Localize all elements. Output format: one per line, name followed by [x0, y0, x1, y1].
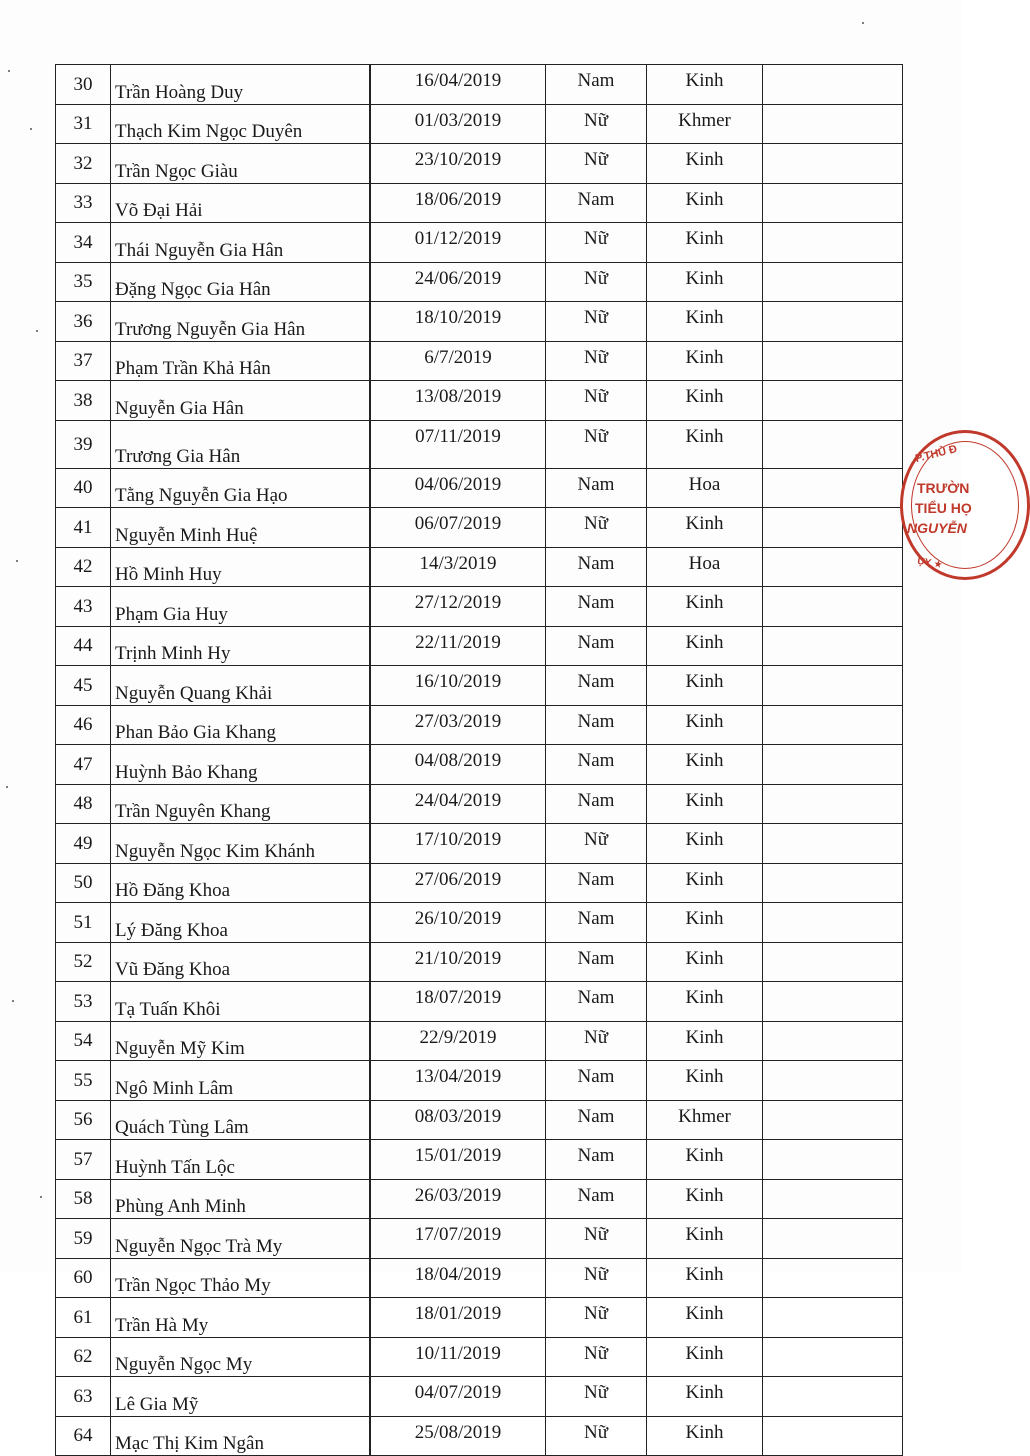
table-row: [56, 1298, 903, 1338]
row-number-cell: 33: [56, 183, 111, 223]
ethnicity-cell: Kinh: [647, 183, 763, 223]
table-row: [56, 381, 903, 421]
stamp-line-2: TIỂU HỌ: [915, 500, 972, 516]
date-of-birth-cell: 08/03/2019: [370, 1100, 546, 1140]
stamp-line-3: NGUYỄN: [907, 520, 967, 536]
table-row: [56, 1416, 903, 1456]
table-row: [56, 341, 903, 381]
ethnicity-cell: Kinh: [647, 1337, 763, 1377]
gender-cell: Nam: [546, 1179, 647, 1219]
notes-cell: [763, 420, 903, 468]
date-of-birth-cell: 18/04/2019: [370, 1258, 546, 1298]
school-seal-stamp: [900, 430, 1030, 580]
gender-cell: Nam: [546, 468, 647, 508]
date-of-birth-cell: 18/01/2019: [370, 1298, 546, 1338]
date-of-birth-cell: 27/12/2019: [370, 587, 546, 627]
ethnicity-cell: Kinh: [647, 942, 763, 982]
notes-cell: [763, 144, 903, 184]
date-of-birth-cell: 24/04/2019: [370, 784, 546, 824]
row-number-cell: 30: [56, 65, 111, 105]
notes-cell: [763, 1061, 903, 1101]
row-number-cell: 37: [56, 341, 111, 381]
ethnicity-cell: Kinh: [647, 1416, 763, 1456]
gender-cell: Nam: [546, 745, 647, 785]
row-number-cell: 49: [56, 824, 111, 864]
ethnicity-cell: Kinh: [647, 784, 763, 824]
notes-cell: [763, 104, 903, 144]
student-roster-table: [55, 64, 903, 1456]
notes-cell: [763, 302, 903, 342]
scan-speck: [862, 22, 864, 24]
ethnicity-cell: Kinh: [647, 745, 763, 785]
row-number-cell: 48: [56, 784, 111, 824]
date-of-birth-cell: 25/08/2019: [370, 1416, 546, 1456]
date-of-birth-cell: 04/07/2019: [370, 1377, 546, 1417]
row-number-cell: 58: [56, 1179, 111, 1219]
ethnicity-cell: Kinh: [647, 587, 763, 627]
date-of-birth-cell: 26/10/2019: [370, 903, 546, 943]
gender-cell: Nam: [546, 1140, 647, 1180]
ethnicity-cell: Kinh: [647, 1258, 763, 1298]
notes-cell: [763, 1219, 903, 1259]
date-of-birth-cell: 18/06/2019: [370, 183, 546, 223]
ethnicity-cell: Kinh: [647, 982, 763, 1022]
notes-cell: [763, 942, 903, 982]
date-of-birth-cell: 27/03/2019: [370, 705, 546, 745]
table-row: [56, 547, 903, 587]
ethnicity-cell: Kinh: [647, 863, 763, 903]
student-name-cell: Trương Gia Hân: [111, 420, 371, 468]
notes-cell: [763, 547, 903, 587]
student-name-cell: Nguyễn Minh Huệ: [111, 508, 371, 548]
row-number-cell: 44: [56, 626, 111, 666]
student-name-cell: Trần Ngọc Thảo My: [111, 1258, 371, 1298]
gender-cell: Nữ: [546, 144, 647, 184]
gender-cell: Nữ: [546, 1258, 647, 1298]
gender-cell: Nam: [546, 587, 647, 627]
date-of-birth-cell: 26/03/2019: [370, 1179, 546, 1219]
ethnicity-cell: Kinh: [647, 705, 763, 745]
date-of-birth-cell: 22/11/2019: [370, 626, 546, 666]
gender-cell: Nữ: [546, 1416, 647, 1456]
student-name-cell: Phạm Gia Huy: [111, 587, 371, 627]
table-row: [56, 745, 903, 785]
ethnicity-cell: Khmer: [647, 1100, 763, 1140]
notes-cell: [763, 65, 903, 105]
ethnicity-cell: Kinh: [647, 1219, 763, 1259]
scan-speck: [30, 128, 32, 130]
table-row: [56, 508, 903, 548]
notes-cell: [763, 1179, 903, 1219]
gender-cell: Nữ: [546, 223, 647, 263]
student-name-cell: Vũ Đăng Khoa: [111, 942, 371, 982]
student-name-cell: Lý Đăng Khoa: [111, 903, 371, 943]
student-name-cell: Huỳnh Bảo Khang: [111, 745, 371, 785]
ethnicity-cell: Kinh: [647, 1298, 763, 1338]
notes-cell: [763, 1258, 903, 1298]
ethnicity-cell: Hoa: [647, 468, 763, 508]
date-of-birth-cell: 17/07/2019: [370, 1219, 546, 1259]
table-row: [56, 1377, 903, 1417]
row-number-cell: 62: [56, 1337, 111, 1377]
ethnicity-cell: Kinh: [647, 1061, 763, 1101]
row-number-cell: 56: [56, 1100, 111, 1140]
gender-cell: Nữ: [546, 302, 647, 342]
table-row: [56, 183, 903, 223]
student-name-cell: Nguyễn Ngọc Trà My: [111, 1219, 371, 1259]
table-row: [56, 1021, 903, 1061]
date-of-birth-cell: 17/10/2019: [370, 824, 546, 864]
notes-cell: [763, 863, 903, 903]
scan-speck: [16, 560, 18, 562]
table-row: [56, 903, 903, 943]
ethnicity-cell: Kinh: [647, 1377, 763, 1417]
gender-cell: Nữ: [546, 1298, 647, 1338]
student-name-cell: Trần Nguyên Khang: [111, 784, 371, 824]
ethnicity-cell: Kinh: [647, 1140, 763, 1180]
table-row: [56, 468, 903, 508]
student-name-cell: Đặng Ngọc Gia Hân: [111, 262, 371, 302]
gender-cell: Nam: [546, 547, 647, 587]
gender-cell: Nam: [546, 666, 647, 706]
date-of-birth-cell: 01/12/2019: [370, 223, 546, 263]
gender-cell: Nữ: [546, 1377, 647, 1417]
notes-cell: [763, 262, 903, 302]
ethnicity-cell: Kinh: [647, 420, 763, 468]
date-of-birth-cell: 27/06/2019: [370, 863, 546, 903]
stamp-top-text: P.THỦ Đ: [914, 443, 959, 465]
date-of-birth-cell: 04/08/2019: [370, 745, 546, 785]
student-name-cell: Lê Gia Mỹ: [111, 1377, 371, 1417]
date-of-birth-cell: 07/11/2019: [370, 420, 546, 468]
notes-cell: [763, 508, 903, 548]
gender-cell: Nam: [546, 863, 647, 903]
gender-cell: Nữ: [546, 420, 647, 468]
row-number-cell: 63: [56, 1377, 111, 1417]
table-row: [56, 784, 903, 824]
table-row: [56, 942, 903, 982]
notes-cell: [763, 468, 903, 508]
notes-cell: [763, 1021, 903, 1061]
date-of-birth-cell: 15/01/2019: [370, 1140, 546, 1180]
gender-cell: Nữ: [546, 1337, 647, 1377]
row-number-cell: 40: [56, 468, 111, 508]
ethnicity-cell: Kinh: [647, 65, 763, 105]
table-row: [56, 420, 903, 468]
notes-cell: [763, 824, 903, 864]
row-number-cell: 32: [56, 144, 111, 184]
gender-cell: Nữ: [546, 824, 647, 864]
row-number-cell: 53: [56, 982, 111, 1022]
ethnicity-cell: Kinh: [647, 223, 763, 263]
table-row: [56, 1337, 903, 1377]
row-number-cell: 36: [56, 302, 111, 342]
ethnicity-cell: Kinh: [647, 341, 763, 381]
row-number-cell: 52: [56, 942, 111, 982]
student-name-cell: Thái Nguyễn Gia Hân: [111, 223, 371, 263]
notes-cell: [763, 1337, 903, 1377]
table-row: [56, 863, 903, 903]
notes-cell: [763, 982, 903, 1022]
student-name-cell: Phùng Anh Minh: [111, 1179, 371, 1219]
gender-cell: Nữ: [546, 262, 647, 302]
scan-speck: [40, 1196, 42, 1198]
table-row: [56, 144, 903, 184]
row-number-cell: 34: [56, 223, 111, 263]
scan-speck: [6, 786, 8, 788]
date-of-birth-cell: 21/10/2019: [370, 942, 546, 982]
gender-cell: Nam: [546, 903, 647, 943]
student-name-cell: Hồ Minh Huy: [111, 547, 371, 587]
table-row: [56, 626, 903, 666]
table-row: [56, 666, 903, 706]
row-number-cell: 46: [56, 705, 111, 745]
student-name-cell: Trương Nguyễn Gia Hân: [111, 302, 371, 342]
gender-cell: Nữ: [546, 1219, 647, 1259]
notes-cell: [763, 1298, 903, 1338]
row-number-cell: 59: [56, 1219, 111, 1259]
ethnicity-cell: Kinh: [647, 508, 763, 548]
date-of-birth-cell: 18/07/2019: [370, 982, 546, 1022]
ethnicity-cell: Kinh: [647, 381, 763, 421]
student-name-cell: Thạch Kim Ngọc Duyên: [111, 104, 371, 144]
ethnicity-cell: Hoa: [647, 547, 763, 587]
student-name-cell: Ngô Minh Lâm: [111, 1061, 371, 1101]
notes-cell: [763, 1100, 903, 1140]
gender-cell: Nam: [546, 65, 647, 105]
student-name-cell: Võ Đại Hải: [111, 183, 371, 223]
ethnicity-cell: Kinh: [647, 262, 763, 302]
roster-body: [56, 65, 903, 1456]
date-of-birth-cell: 06/07/2019: [370, 508, 546, 548]
table-row: [56, 302, 903, 342]
student-name-cell: Mạc Thị Kim Ngân: [111, 1416, 371, 1456]
student-name-cell: Tằng Nguyễn Gia Hạo: [111, 468, 371, 508]
date-of-birth-cell: 23/10/2019: [370, 144, 546, 184]
gender-cell: Nữ: [546, 381, 647, 421]
row-number-cell: 51: [56, 903, 111, 943]
row-number-cell: 60: [56, 1258, 111, 1298]
table-row: [56, 1179, 903, 1219]
row-number-cell: 41: [56, 508, 111, 548]
date-of-birth-cell: 14/3/2019: [370, 547, 546, 587]
ethnicity-cell: Kinh: [647, 666, 763, 706]
gender-cell: Nam: [546, 705, 647, 745]
row-number-cell: 57: [56, 1140, 111, 1180]
table-row: [56, 587, 903, 627]
notes-cell: [763, 381, 903, 421]
ethnicity-cell: Kinh: [647, 1021, 763, 1061]
row-number-cell: 64: [56, 1416, 111, 1456]
gender-cell: Nam: [546, 942, 647, 982]
student-name-cell: Tạ Tuấn Khôi: [111, 982, 371, 1022]
gender-cell: Nam: [546, 1100, 647, 1140]
row-number-cell: 54: [56, 1021, 111, 1061]
ethnicity-cell: Kinh: [647, 302, 763, 342]
notes-cell: [763, 341, 903, 381]
date-of-birth-cell: 22/9/2019: [370, 1021, 546, 1061]
notes-cell: [763, 666, 903, 706]
row-number-cell: 55: [56, 1061, 111, 1101]
student-name-cell: Quách Tùng Lâm: [111, 1100, 371, 1140]
student-name-cell: Trần Hoàng Duy: [111, 65, 371, 105]
notes-cell: [763, 1140, 903, 1180]
student-name-cell: Trịnh Minh Hy: [111, 626, 371, 666]
scan-speck: [12, 1000, 14, 1002]
student-name-cell: Hồ Đăng Khoa: [111, 863, 371, 903]
date-of-birth-cell: 10/11/2019: [370, 1337, 546, 1377]
notes-cell: [763, 183, 903, 223]
ethnicity-cell: Khmer: [647, 104, 763, 144]
student-name-cell: Trần Hà My: [111, 1298, 371, 1338]
student-name-cell: Nguyễn Gia Hân: [111, 381, 371, 421]
row-number-cell: 47: [56, 745, 111, 785]
gender-cell: Nam: [546, 784, 647, 824]
scan-speck: [36, 330, 38, 332]
date-of-birth-cell: 16/10/2019: [370, 666, 546, 706]
table-row: [56, 104, 903, 144]
table-row: [56, 824, 903, 864]
scan-speck: [8, 70, 10, 72]
student-name-cell: Trần Ngọc Giàu: [111, 144, 371, 184]
gender-cell: Nữ: [546, 508, 647, 548]
student-name-cell: Phạm Trần Khả Hân: [111, 341, 371, 381]
date-of-birth-cell: 13/08/2019: [370, 381, 546, 421]
notes-cell: [763, 223, 903, 263]
gender-cell: Nữ: [546, 1021, 647, 1061]
table-row: [56, 1219, 903, 1259]
gender-cell: Nữ: [546, 104, 647, 144]
table-row: [56, 1258, 903, 1298]
stamp-bottom-text: ỤY ★: [916, 555, 944, 572]
table-row: [56, 1061, 903, 1101]
notes-cell: [763, 1416, 903, 1456]
notes-cell: [763, 705, 903, 745]
table-row: [56, 223, 903, 263]
ethnicity-cell: Kinh: [647, 626, 763, 666]
date-of-birth-cell: 18/10/2019: [370, 302, 546, 342]
row-number-cell: 43: [56, 587, 111, 627]
notes-cell: [763, 784, 903, 824]
gender-cell: Nam: [546, 982, 647, 1022]
notes-cell: [763, 626, 903, 666]
student-name-cell: Huỳnh Tấn Lộc: [111, 1140, 371, 1180]
ethnicity-cell: Kinh: [647, 1179, 763, 1219]
ethnicity-cell: Kinh: [647, 144, 763, 184]
notes-cell: [763, 745, 903, 785]
notes-cell: [763, 587, 903, 627]
row-number-cell: 42: [56, 547, 111, 587]
student-name-cell: Phan Bảo Gia Khang: [111, 705, 371, 745]
date-of-birth-cell: 01/03/2019: [370, 104, 546, 144]
table-row: [56, 262, 903, 302]
gender-cell: Nam: [546, 626, 647, 666]
notes-cell: [763, 903, 903, 943]
student-name-cell: Nguyễn Ngọc Kim Khánh: [111, 824, 371, 864]
row-number-cell: 50: [56, 863, 111, 903]
gender-cell: Nam: [546, 1061, 647, 1101]
date-of-birth-cell: 24/06/2019: [370, 262, 546, 302]
row-number-cell: 61: [56, 1298, 111, 1338]
date-of-birth-cell: 6/7/2019: [370, 341, 546, 381]
table-row: [56, 982, 903, 1022]
student-name-cell: Nguyễn Mỹ Kim: [111, 1021, 371, 1061]
gender-cell: Nam: [546, 183, 647, 223]
date-of-birth-cell: 04/06/2019: [370, 468, 546, 508]
row-number-cell: 38: [56, 381, 111, 421]
student-name-cell: Nguyễn Ngọc My: [111, 1337, 371, 1377]
table-row: [56, 1140, 903, 1180]
student-name-cell: Nguyễn Quang Khải: [111, 666, 371, 706]
ethnicity-cell: Kinh: [647, 824, 763, 864]
date-of-birth-cell: 16/04/2019: [370, 65, 546, 105]
table-row: [56, 65, 903, 105]
row-number-cell: 31: [56, 104, 111, 144]
date-of-birth-cell: 13/04/2019: [370, 1061, 546, 1101]
row-number-cell: 39: [56, 420, 111, 468]
row-number-cell: 45: [56, 666, 111, 706]
ethnicity-cell: Kinh: [647, 903, 763, 943]
table-row: [56, 1100, 903, 1140]
gender-cell: Nữ: [546, 341, 647, 381]
table-row: [56, 705, 903, 745]
row-number-cell: 35: [56, 262, 111, 302]
stamp-line-1: TRƯỜN: [917, 480, 970, 496]
notes-cell: [763, 1377, 903, 1417]
